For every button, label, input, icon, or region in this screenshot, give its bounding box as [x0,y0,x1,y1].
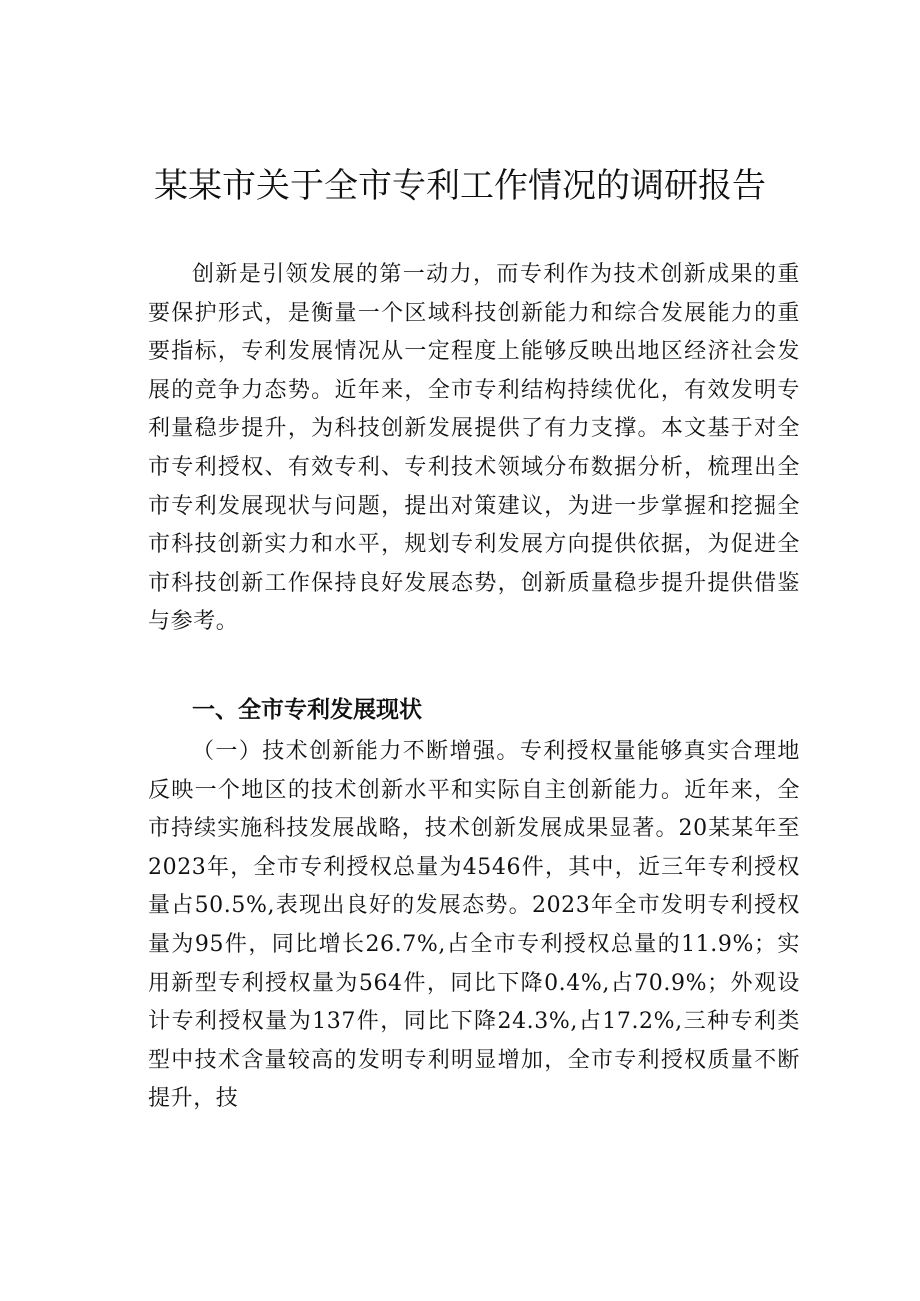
subsection-paragraph: （一）技术创新能力不断增强。专利授权量能够真实合理地反映一个地区的技术创新水平和实际自主创新能力。近年来，全市持续实施科技发展战略，技术创新发展成果显著。20某某年至2023年，全市专利授权总量为4546件，其中，近三年专利授权量占50.5%,表现出良好的发展态势。2023年全市发明专利授权量为95件，同比增长26.7%,占全市专利授权总量的11.9%；实用新型专利授权量为564件，同比下降0.4%,占70.9%；外观设计专利授权量为137件，同比下降24.3%,占17.2%,三种专利类型中技术含量较高的发明专利明显增加，全市专利授权质量不断提升，技 [148,739,800,1112]
document-title: 某某市关于全市专利工作情况的调研报告 [154,166,766,206]
intro-paragraph: 创新是引领发展的第一动力，而专利作为技术创新成果的重要保护形式，是衡量一个区域科技创新能力和综合发展能力的重要指标，专利发展情况从一定程度上能够反映出地区经济社会发展的竞争力态势。近年来，全市专利结构持续优化，有效发明专利量稳步提升，为科技创新发展提供了有力支撑。本文基于对全市专利授权、有效专利、专利技术领域分布数据分析，梳理出全市专利发展现状与问题，提出对策建议，为进一步掌握和挖掘全市科技创新实力和水平，规划专利发展方向提供依据，为促进全市科技创新工作保持良好发展态势，创新质量稳步提升提供借鉴与参考。 [148,262,800,635]
section-heading: 一、全市专利发展现状 [192,697,422,723]
